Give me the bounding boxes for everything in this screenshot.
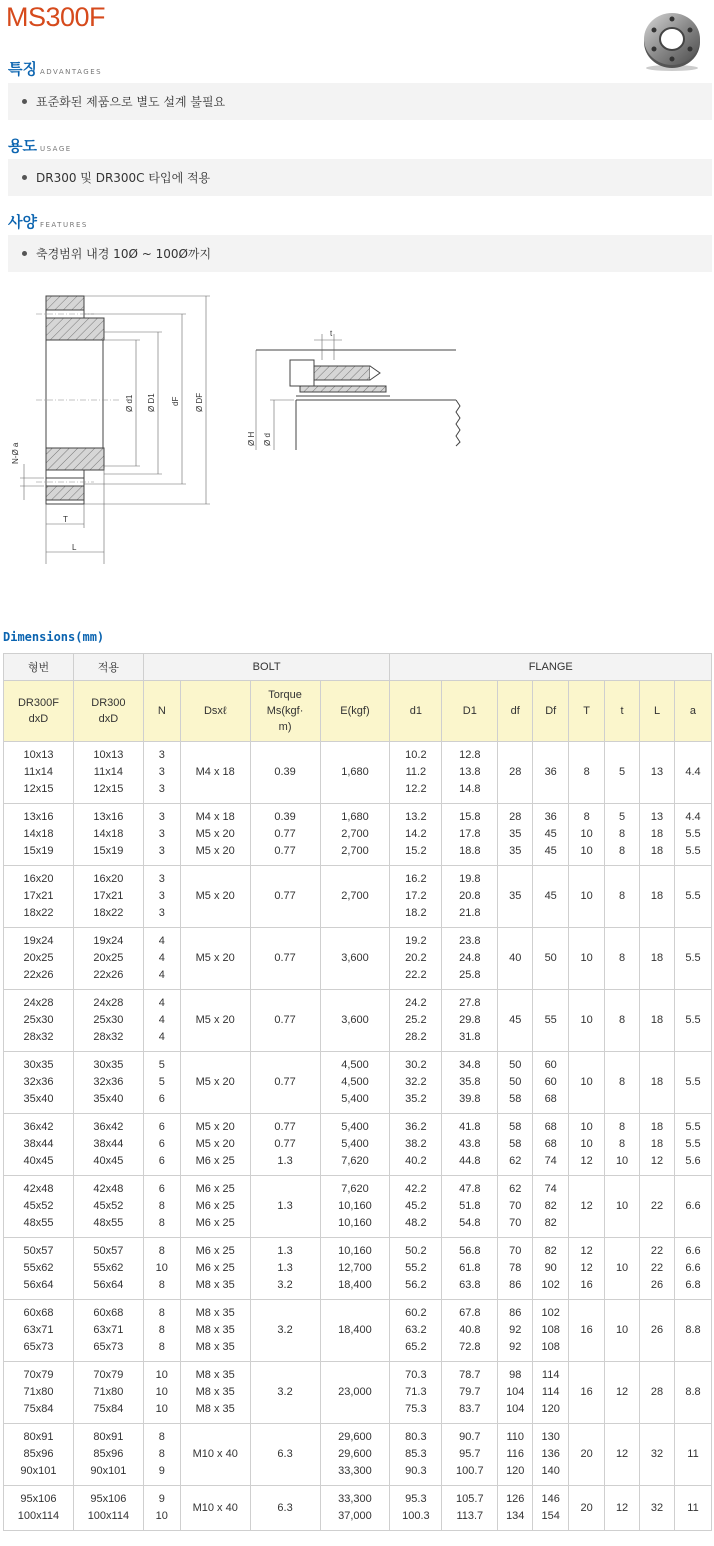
features-box [8,235,712,272]
cell-t: 12 12 16 [569,1238,605,1300]
cell-df: 58 58 62 [498,1114,533,1176]
cell-a: 5.5 5.5 5.6 [674,1114,711,1176]
cell-l: 22 [640,1176,675,1238]
cell-d1: 50.2 55.2 56.2 [390,1238,442,1300]
cell-torque: 0.77 [250,1052,320,1114]
subheader-d1: d1 [390,681,442,742]
cell-n: 4 4 4 [143,928,180,990]
cell-t: 10 [569,928,605,990]
cell-apply: 24x28 25x30 28x32 [73,990,143,1052]
cell-df: 50 50 58 [498,1052,533,1114]
cell-n: 8 8 8 [143,1300,180,1362]
advantages-heading-ko: 특징 [8,60,37,78]
subheader-Dsx: Dsxℓ [180,681,250,742]
table-row [4,990,712,1052]
header-apply: 적용 [73,654,143,681]
cell-df: 70 78 86 [498,1238,533,1300]
subheader-torque: Torque Ms(kgf· m) [250,681,320,742]
usage-box [8,159,712,196]
cell-a: 11 [674,1486,711,1531]
cell-model: 60x68 63x71 65x73 [4,1300,74,1362]
cell-torque: 0.77 [250,866,320,928]
usage-heading-en: USAGE [39,145,72,153]
cell-apply: 13x16 14x18 15x19 [73,804,143,866]
features-heading-ko: 사양 [8,213,37,231]
cell-torque: 3.2 [250,1362,320,1424]
cell-model: 10x13 11x14 12x15 [4,742,74,804]
cell-df: 45 [533,866,569,928]
table-row [4,1486,712,1531]
cell-torque: 6.3 [250,1424,320,1486]
cell-apply: 95x106 100x114 [73,1486,143,1531]
cell-d1: 19.8 20.8 21.8 [442,866,498,928]
cell-t: 5 8 8 [605,804,640,866]
cell-torque: 1.3 1.3 3.2 [250,1238,320,1300]
cell-model: 95x106 100x114 [4,1486,74,1531]
cell-n: 6 8 8 [143,1176,180,1238]
cell-model: 24x28 25x30 28x32 [4,990,74,1052]
cell-t: 20 [569,1424,605,1486]
cell-d1: 42.2 45.2 48.2 [390,1176,442,1238]
subheader-model: DR300F dxD [4,681,74,742]
subheader-N: N [143,681,180,742]
advantages-heading [8,58,102,79]
bullet-icon [22,251,27,256]
cell-df: 36 [533,742,569,804]
cell-torque: 1.3 [250,1176,320,1238]
cell-d1: 10.2 11.2 12.2 [390,742,442,804]
cell-apply: 16x20 17x21 18x22 [73,866,143,928]
cell-a: 5.5 [674,928,711,990]
cell-e: 3,600 [320,928,390,990]
cell-a: 5.5 [674,990,711,1052]
cell-t: 16 [569,1362,605,1424]
cell-a: 6.6 [674,1176,711,1238]
cell-df: 102 108 108 [533,1300,569,1362]
cell-e: 5,400 5,400 7,620 [320,1114,390,1176]
cell-d1: 60.2 63.2 65.2 [390,1300,442,1362]
page-title: MS300F [6,2,106,32]
features-heading-en: FEATURES [39,221,88,229]
cell-e: 4,500 4,500 5,400 [320,1052,390,1114]
table-row [4,1052,712,1114]
cell-d1: 41.8 43.8 44.8 [442,1114,498,1176]
cell-d1: 80.3 85.3 90.3 [390,1424,442,1486]
features-heading [8,211,88,232]
cell-torque: 3.2 [250,1300,320,1362]
cell-model: 50x57 55x62 56x64 [4,1238,74,1300]
cell-torque: 0.39 0.77 0.77 [250,804,320,866]
cell-dsx: M4 x 18 [180,742,250,804]
subheader-E: E(kgf) [320,681,390,742]
cell-d1: 36.2 38.2 40.2 [390,1114,442,1176]
cell-dsx: M5 x 20 [180,866,250,928]
cell-df: 40 [498,928,533,990]
label-T: T [63,515,68,524]
cell-df: 98 104 104 [498,1362,533,1424]
cell-l: 18 [640,1052,675,1114]
cell-model: 13x16 14x18 15x19 [4,804,74,866]
dimensions-table-body [4,742,712,1531]
cell-df: 86 92 92 [498,1300,533,1362]
subheader-Df: Df [533,681,569,742]
header-flange: FLANGE [390,654,712,681]
cell-t: 10 [605,1176,640,1238]
cell-df: 28 [498,742,533,804]
cell-torque: 0.77 [250,928,320,990]
header-model: 형번 [4,654,74,681]
header-bolt: BOLT [143,654,390,681]
cell-n: 9 10 [143,1486,180,1531]
cell-df: 55 [533,990,569,1052]
label-DF: Ø DF [195,392,204,412]
cell-model: 42x48 45x52 48x55 [4,1176,74,1238]
table-row [4,1114,712,1176]
cell-t: 10 [569,990,605,1052]
cell-l: 22 22 26 [640,1238,675,1300]
cell-df: 74 82 82 [533,1176,569,1238]
table-row [4,1238,712,1300]
cell-l: 32 [640,1424,675,1486]
subheader-L: L [640,681,675,742]
cell-dsx: M8 x 35 M8 x 35 M8 x 35 [180,1300,250,1362]
subheader-a: a [674,681,711,742]
cell-d1: 56.8 61.8 63.8 [442,1238,498,1300]
cell-dsx: M6 x 25 M6 x 25 M8 x 35 [180,1238,250,1300]
cell-dsx: M8 x 35 M8 x 35 M8 x 35 [180,1362,250,1424]
table-row [4,1424,712,1486]
cell-d1: 27.8 29.8 31.8 [442,990,498,1052]
cell-apply: 42x48 45x52 48x55 [73,1176,143,1238]
cell-df: 60 60 68 [533,1052,569,1114]
cell-torque: 0.77 0.77 1.3 [250,1114,320,1176]
cell-d1: 67.8 40.8 72.8 [442,1300,498,1362]
cell-model: 70x79 71x80 75x84 [4,1362,74,1424]
label-d1: Ø d1 [125,394,134,412]
table-row [4,866,712,928]
usage-text: DR300 및 DR300C 타입에 적용 [36,171,211,185]
table-row [4,1176,712,1238]
cell-e: 7,620 10,160 10,160 [320,1176,390,1238]
table-row [4,804,712,866]
cell-d1: 16.2 17.2 18.2 [390,866,442,928]
cell-apply: 60x68 63x71 65x73 [73,1300,143,1362]
cell-torque: 0.39 [250,742,320,804]
cell-torque: 0.77 [250,990,320,1052]
subheader-df: df [498,681,533,742]
subheader-apply: DR300 dxD [73,681,143,742]
table-row [4,742,712,804]
cell-l: 26 [640,1300,675,1362]
cell-n: 10 10 10 [143,1362,180,1424]
cell-model: 30x35 32x36 35x40 [4,1052,74,1114]
cell-d1: 47.8 51.8 54.8 [442,1176,498,1238]
cell-l: 32 [640,1486,675,1531]
cell-d1: 30.2 32.2 35.2 [390,1052,442,1114]
cell-t: 8 10 10 [569,804,605,866]
cell-e: 1,680 [320,742,390,804]
cell-e: 10,160 12,700 18,400 [320,1238,390,1300]
cell-l: 18 [640,866,675,928]
cell-t: 8 8 10 [605,1114,640,1176]
cell-n: 6 6 6 [143,1114,180,1176]
advantages-heading-en: ADVANTAGES [39,68,103,76]
subheader-T: T [569,681,605,742]
cell-apply: 19x24 20x25 22x26 [73,928,143,990]
cell-n: 8 10 8 [143,1238,180,1300]
cell-a: 8.8 [674,1362,711,1424]
cell-a: 4.4 [674,742,711,804]
cell-d1: 15.8 17.8 18.8 [442,804,498,866]
advantages-text: 표준화된 제품으로 별도 설계 불필요 [36,95,226,109]
cell-df: 110 116 120 [498,1424,533,1486]
cell-a: 5.5 [674,866,711,928]
cell-dsx: M10 x 40 [180,1424,250,1486]
cell-n: 8 8 9 [143,1424,180,1486]
cell-df: 126 134 [498,1486,533,1531]
cell-model: 80x91 85x96 90x101 [4,1424,74,1486]
cell-d1: 23.8 24.8 25.8 [442,928,498,990]
cell-e: 3,600 [320,990,390,1052]
cell-dsx: M4 x 18 M5 x 20 M5 x 20 [180,804,250,866]
cell-l: 18 18 12 [640,1114,675,1176]
cell-d1: 78.7 79.7 83.7 [442,1362,498,1424]
label-t: t [330,329,333,338]
cell-df: 68 68 74 [533,1114,569,1176]
cell-dsx: M5 x 20 [180,990,250,1052]
cell-n: 3 3 3 [143,804,180,866]
label-dF: dF [171,396,180,406]
cell-d1: 95.3 100.3 [390,1486,442,1531]
cell-dsx: M5 x 20 M5 x 20 M6 x 25 [180,1114,250,1176]
cell-t: 20 [569,1486,605,1531]
cell-a: 6.6 6.6 6.8 [674,1238,711,1300]
cell-l: 18 [640,990,675,1052]
cell-t: 8 [569,742,605,804]
cell-dsx: M5 x 20 [180,1052,250,1114]
table-row [4,1300,712,1362]
cell-e: 23,000 [320,1362,390,1424]
label-D1: Ø D1 [147,393,156,412]
cell-model: 36x42 38x44 40x45 [4,1114,74,1176]
cell-model: 16x20 17x21 18x22 [4,866,74,928]
cell-a: 8.8 [674,1300,711,1362]
usage-heading [8,135,72,156]
cell-model: 19x24 20x25 22x26 [4,928,74,990]
cell-n: 3 3 3 [143,866,180,928]
cell-t: 8 [605,1052,640,1114]
cell-a: 11 [674,1424,711,1486]
cell-t: 8 [605,866,640,928]
bullet-icon [22,175,27,180]
cell-d1: 70.3 71.3 75.3 [390,1362,442,1424]
cell-e: 1,680 2,700 2,700 [320,804,390,866]
cell-d1: 90.7 95.7 100.7 [442,1424,498,1486]
cell-apply: 50x57 55x62 56x64 [73,1238,143,1300]
cell-t: 12 [569,1176,605,1238]
dimensions-title: Dimensions(mm) [3,630,105,644]
cell-e: 29,600 29,600 33,300 [320,1424,390,1486]
label-H: Ø H [247,431,256,446]
cell-t: 12 [605,1486,640,1531]
label-L: L [72,543,77,552]
cell-torque: 6.3 [250,1486,320,1531]
features-text: 축경범위 내경 10Ø ~ 100Ø까지 [36,247,212,261]
label-d: Ø d [263,433,272,446]
cell-t: 8 [605,928,640,990]
cell-df: 45 [498,990,533,1052]
cell-l: 13 18 18 [640,804,675,866]
cell-t: 10 [569,866,605,928]
subheader-D1: D1 [442,681,498,742]
technical-drawing [0,288,714,578]
table-row [4,1362,712,1424]
cell-d1: 105.7 113.7 [442,1486,498,1531]
cell-t: 10 10 12 [569,1114,605,1176]
cell-df: 28 35 35 [498,804,533,866]
cell-a: 5.5 [674,1052,711,1114]
cell-dsx: M10 x 40 [180,1486,250,1531]
cell-d1: 12.8 13.8 14.8 [442,742,498,804]
bullet-icon [22,99,27,104]
cell-n: 5 5 6 [143,1052,180,1114]
usage-heading-ko: 용도 [8,137,37,155]
cell-t: 10 [569,1052,605,1114]
cell-e: 2,700 [320,866,390,928]
cell-t: 10 [605,1238,640,1300]
cell-l: 13 [640,742,675,804]
cell-t: 10 [605,1300,640,1362]
cell-df: 62 70 70 [498,1176,533,1238]
cell-df: 50 [533,928,569,990]
cell-df: 146 154 [533,1486,569,1531]
cell-n: 3 3 3 [143,742,180,804]
cell-d1: 13.2 14.2 15.2 [390,804,442,866]
cell-dsx: M6 x 25 M6 x 25 M6 x 25 [180,1176,250,1238]
cell-apply: 10x13 11x14 12x15 [73,742,143,804]
cell-d1: 19.2 20.2 22.2 [390,928,442,990]
cell-t: 12 [605,1362,640,1424]
table-row [4,928,712,990]
cell-df: 114 114 120 [533,1362,569,1424]
cell-df: 130 136 140 [533,1424,569,1486]
cell-apply: 70x79 71x80 75x84 [73,1362,143,1424]
cell-d1: 34.8 35.8 39.8 [442,1052,498,1114]
subheader-t: t [605,681,640,742]
cell-apply: 36x42 38x44 40x45 [73,1114,143,1176]
cell-t: 12 [605,1424,640,1486]
cell-e: 33,300 37,000 [320,1486,390,1531]
cell-t: 5 [605,742,640,804]
flange-product-image [640,6,704,72]
cell-t: 16 [569,1300,605,1362]
cell-t: 8 [605,990,640,1052]
cell-df: 36 45 45 [533,804,569,866]
cell-dsx: M5 x 20 [180,928,250,990]
cell-df: 35 [498,866,533,928]
cell-apply: 80x91 85x96 90x101 [73,1424,143,1486]
cell-d1: 24.2 25.2 28.2 [390,990,442,1052]
cell-e: 18,400 [320,1300,390,1362]
cell-a: 4.4 5.5 5.5 [674,804,711,866]
cell-l: 28 [640,1362,675,1424]
cell-n: 4 4 4 [143,990,180,1052]
cell-df: 82 90 102 [533,1238,569,1300]
advantages-box [8,83,712,120]
dimensions-table [3,653,712,1531]
cell-l: 18 [640,928,675,990]
cell-apply: 30x35 32x36 35x40 [73,1052,143,1114]
label-Na: N-Ø a [11,442,20,464]
